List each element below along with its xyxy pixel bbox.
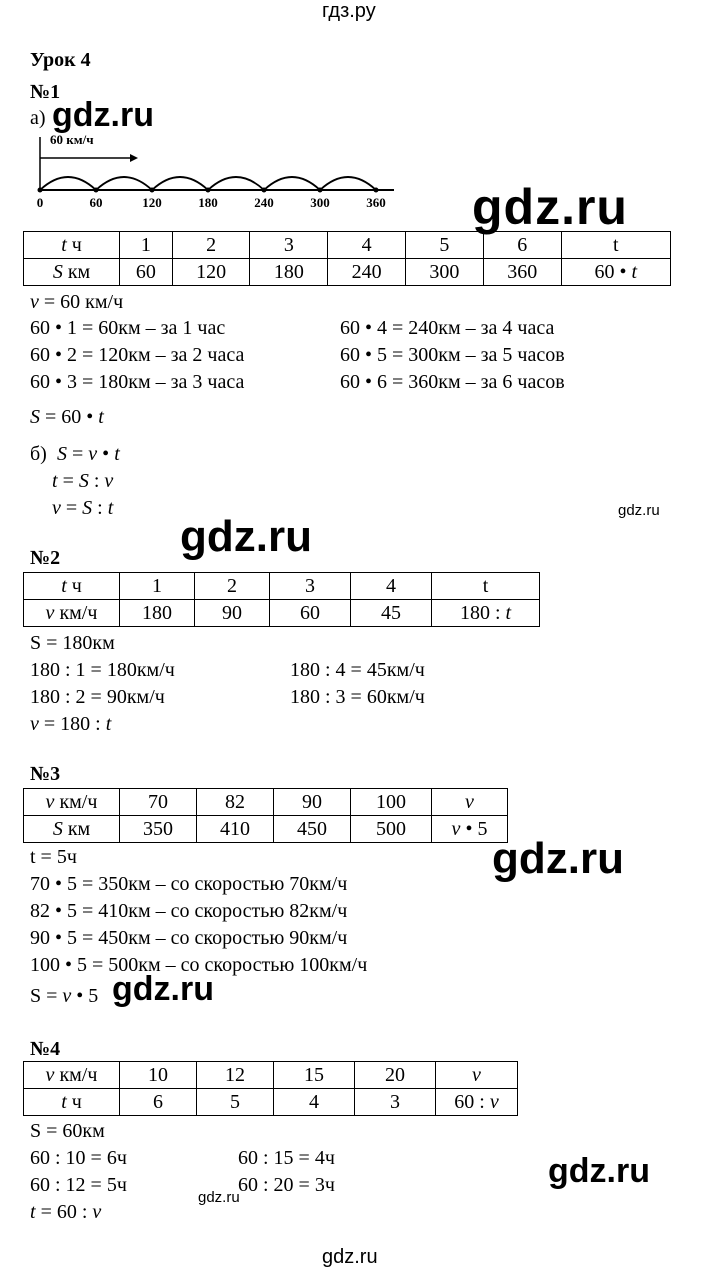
- task2-formula: v = 180 : t: [30, 713, 112, 735]
- speed-label: 60 км/ч: [50, 132, 94, 147]
- site-header: гдз.ру: [322, 0, 376, 22]
- table-row: [24, 1089, 518, 1116]
- task1-number: №1: [30, 81, 61, 103]
- calc-line: 60 : 10 = 6ч: [30, 1147, 127, 1169]
- table-cell: 15: [274, 1062, 355, 1089]
- row-header: t ч: [24, 232, 120, 259]
- watermark: gdz.ru: [198, 1189, 240, 1206]
- watermark: gdz.ru: [472, 179, 628, 235]
- table-cell: 500: [351, 816, 432, 843]
- table-row: [24, 259, 671, 286]
- table-cell: 2: [172, 232, 250, 259]
- calc-line: 60 • 4 = 240км – за 4 часа: [340, 317, 555, 339]
- table-cell: 4: [328, 232, 406, 259]
- jump-arc: [96, 177, 152, 190]
- tick-dot: [374, 188, 379, 193]
- table-cell: 1: [120, 232, 173, 259]
- jump-arc: [40, 177, 96, 190]
- task2-number: №2: [30, 547, 61, 569]
- table-row: [24, 1062, 518, 1089]
- table-cell: 60 : v: [436, 1089, 518, 1116]
- task3-table: [23, 788, 508, 843]
- formula-line: t = S : v: [52, 470, 114, 492]
- task4-given: S = 60км: [30, 1120, 105, 1142]
- table-cell: 180: [250, 259, 328, 286]
- table-cell: 300: [406, 259, 484, 286]
- calc-line: 60 : 20 = 3ч: [238, 1174, 335, 1196]
- table-cell: 410: [197, 816, 274, 843]
- tick-dot: [150, 188, 155, 193]
- calc-line: 180 : 3 = 60км/ч: [290, 686, 425, 708]
- task2-given: S = 180км: [30, 632, 115, 654]
- calc-line: 60 : 12 = 5ч: [30, 1174, 127, 1196]
- table-cell: 6: [120, 1089, 197, 1116]
- table-cell: 60: [120, 259, 173, 286]
- table-cell: t: [561, 232, 670, 259]
- watermark: gdz.ru: [548, 1152, 650, 1190]
- table-cell: 180: [120, 600, 195, 627]
- formula-line: S = v • t: [57, 443, 120, 465]
- table-cell: 1: [120, 573, 195, 600]
- tick-dot: [318, 188, 323, 193]
- calc-line: 60 • 5 = 300км – за 5 часов: [340, 344, 565, 366]
- tick-label: 300: [310, 195, 330, 210]
- calc-line: 180 : 2 = 90км/ч: [30, 686, 165, 708]
- calc-line: 82 • 5 = 410км – со скоростью 82км/ч: [30, 900, 348, 922]
- watermark: gdz.ru: [112, 970, 214, 1008]
- table-cell: 240: [328, 259, 406, 286]
- table-row: [24, 789, 508, 816]
- table-cell: 2: [195, 573, 270, 600]
- row-header: S км: [24, 816, 120, 843]
- calc-line: 60 : 15 = 4ч: [238, 1147, 335, 1169]
- tick-label: 120: [142, 195, 162, 210]
- tick-dot: [206, 188, 211, 193]
- tick-dot: [262, 188, 267, 193]
- table-cell: 20: [355, 1062, 436, 1089]
- table-cell: 90: [274, 789, 351, 816]
- table-cell: 70: [120, 789, 197, 816]
- task1-part-a: а): [30, 107, 46, 129]
- tick-label: 60: [89, 195, 103, 210]
- row-header: t ч: [24, 1089, 120, 1116]
- table-cell: 82: [197, 789, 274, 816]
- table-cell: 60: [270, 600, 351, 627]
- jump-arc: [152, 177, 208, 190]
- task3-number: №3: [30, 763, 61, 785]
- task4-table: [23, 1061, 518, 1116]
- table-row: [24, 816, 508, 843]
- watermark: gdz.ru: [180, 512, 312, 561]
- table-cell: 3: [355, 1089, 436, 1116]
- task4-formula: t = 60 : v: [30, 1201, 102, 1223]
- row-header: v км/ч: [24, 1062, 120, 1089]
- tick-label: 180: [198, 195, 218, 210]
- row-header: v км/ч: [24, 600, 120, 627]
- table-cell: 12: [197, 1062, 274, 1089]
- table-cell: v • 5: [432, 816, 508, 843]
- table-cell: 10: [120, 1062, 197, 1089]
- calc-line: 90 • 5 = 450км – со скоростью 90км/ч: [30, 927, 348, 949]
- jump-arc: [208, 177, 264, 190]
- watermark: gdz.ru: [52, 96, 154, 134]
- jump-arc: [264, 177, 320, 190]
- table-cell: 360: [483, 259, 561, 286]
- formula-line: v = S : t: [52, 497, 114, 519]
- row-header: S км: [24, 259, 120, 286]
- task3-given: t = 5ч: [30, 846, 77, 868]
- task3-formula: S = v • 5: [30, 985, 99, 1007]
- row-header: v км/ч: [24, 789, 120, 816]
- table-cell: 3: [250, 232, 328, 259]
- tick-label: 0: [36, 195, 44, 210]
- table-cell: v: [432, 789, 508, 816]
- task4-number: №4: [30, 1038, 61, 1060]
- lesson-title: Урок 4: [30, 49, 91, 71]
- watermark: gdz.ru: [618, 502, 660, 519]
- tick-label: 360: [366, 195, 386, 210]
- table-cell: 4: [351, 573, 432, 600]
- table-cell: 120: [172, 259, 250, 286]
- row-header: t ч: [24, 573, 120, 600]
- calc-line: 180 : 1 = 180км/ч: [30, 659, 175, 681]
- calc-line: 60 • 3 = 180км – за 3 часа: [30, 371, 245, 393]
- table-cell: 5: [406, 232, 484, 259]
- table-cell: 45: [351, 600, 432, 627]
- table-row: [24, 573, 540, 600]
- task1-table: [23, 231, 671, 286]
- calc-line: 100 • 5 = 500км – со скоростью 100км/ч: [30, 954, 368, 976]
- table-cell: 100: [351, 789, 432, 816]
- table-cell: t: [432, 573, 540, 600]
- table-cell: v: [436, 1062, 518, 1089]
- calc-line: 60 • 6 = 360км – за 6 часов: [340, 371, 565, 393]
- table-cell: 3: [270, 573, 351, 600]
- task1-speed: v = 60 км/ч: [30, 291, 124, 313]
- table-row: [24, 600, 540, 627]
- site-footer: gdz.ru: [322, 1246, 378, 1268]
- table-cell: 6: [483, 232, 561, 259]
- task1-part-b: б): [30, 443, 47, 465]
- table-cell: 180 : t: [432, 600, 540, 627]
- table-cell: 450: [274, 816, 351, 843]
- table-cell: 350: [120, 816, 197, 843]
- table-cell: 90: [195, 600, 270, 627]
- calc-line: 180 : 4 = 45км/ч: [290, 659, 425, 681]
- table-cell: 4: [274, 1089, 355, 1116]
- calc-line: 70 • 5 = 350км – со скоростью 70км/ч: [30, 873, 348, 895]
- task1-formula: S = 60 • t: [30, 406, 104, 428]
- tick-dot: [38, 188, 43, 193]
- watermark: gdz.ru: [492, 834, 624, 883]
- table-cell: 5: [197, 1089, 274, 1116]
- table-cell: 60 • t: [561, 259, 670, 286]
- calc-line: 60 • 2 = 120км – за 2 часа: [30, 344, 245, 366]
- task2-table: [23, 572, 540, 627]
- tick-label: 240: [254, 195, 274, 210]
- jump-arc: [320, 177, 376, 190]
- calc-line: 60 • 1 = 60км – за 1 час: [30, 317, 226, 339]
- tick-dot: [94, 188, 99, 193]
